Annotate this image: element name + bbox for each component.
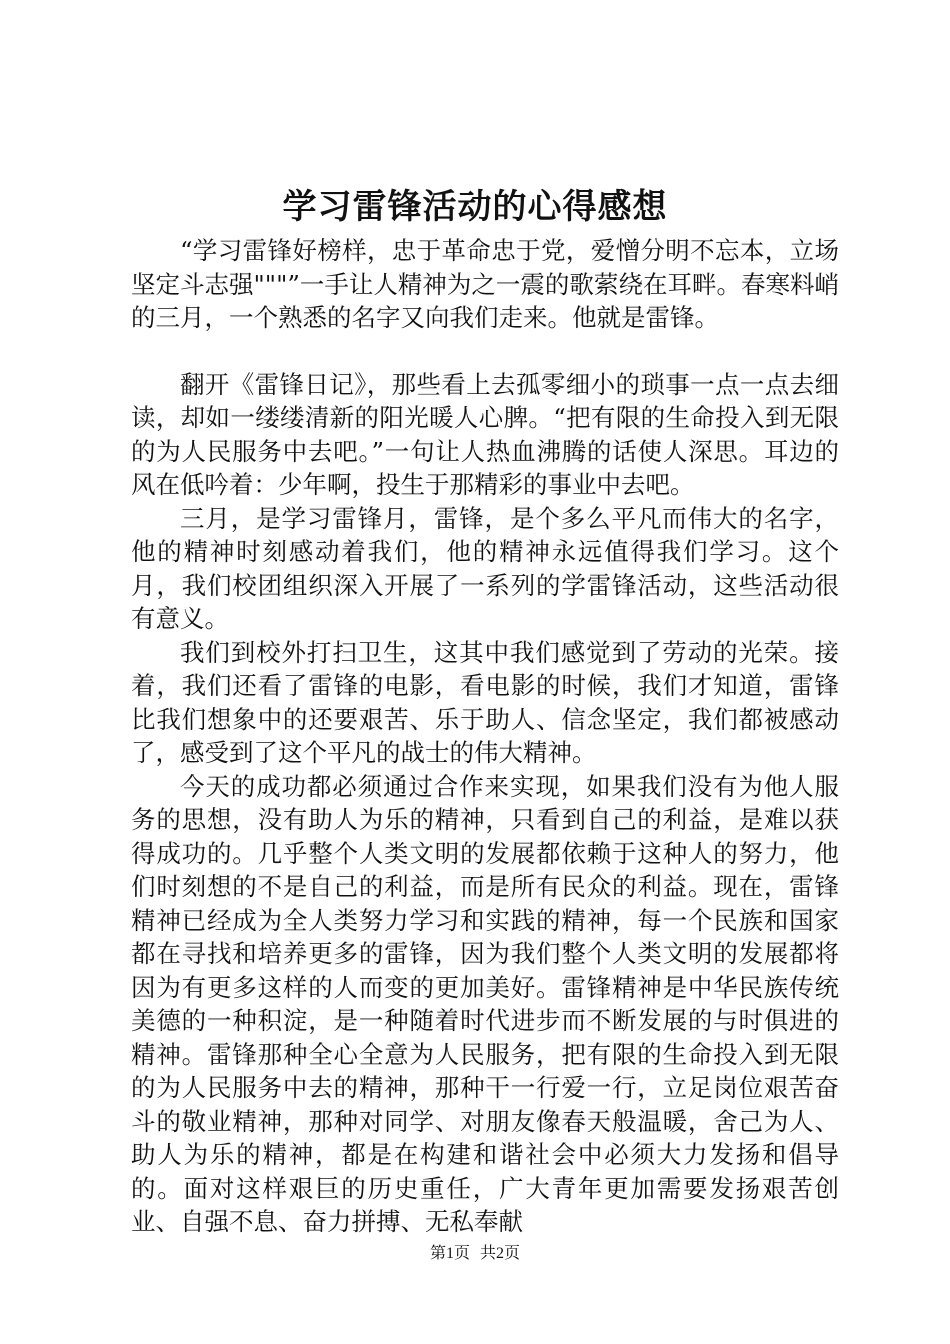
document-title: 学习雷锋活动的心得感想	[282, 187, 668, 227]
document-body	[131, 234, 839, 1239]
paragraph: 三月，是学习雷锋月，雷锋，是个多么平凡而伟大的名字，他的精神时刻感动着我们，他的精神永远值得我们学习。这个月，我们校团组织深入开展了一系列的学雷锋活动，这些活动很有意义。	[131, 503, 839, 633]
page-footer	[0, 1242, 950, 1266]
page-total: 共2页	[480, 1245, 521, 1262]
paragraph: 翻开《雷锋日记》，那些看上去孤零细小的琐事一点一点去细读，却如一缕缕清新的阳光暖人心脾。“把有限的生命投入到无限的为人民服务中去吧。”一句让人热血沸腾的话使人深思。耳边的风在低吟着：少年啊，投生于那精彩的事业中去吧。	[131, 369, 839, 499]
paragraph: “学习雷锋好榜样，忠于革命忠于党，爱憎分明不忘本，立场坚定斗志强"""”一手让人精神为之一震的歌萦绕在耳畔。春寒料峭的三月，一个熟悉的名字又向我们走来。他就是雷锋。	[131, 236, 839, 332]
paragraph: 今天的成功都必须通过合作来实现，如果我们没有为他人服务的思想，没有助人为乐的精神，只看到自己的利益，是难以获得成功的。几乎整个人类文明的发展都依赖于这种人的努力，他们时刻想的不是自己的利益，而是所有民众的利益。现在，雷锋精神已经成为全人类努力学习和实践的精神，每一个民族和国家都在寻找和培养更多的雷锋，因为我们整个人类文明的发展都将因为有更多这样的人而变的更加美好。雷锋精神是中华民族传统美德的一种积淀，是一种随着时代进步而不断发展的与时俱进的精神。雷锋那种全心全意为人民服务，把有限的生命投入到无限的为人民服务中去的精神，那种干一行爱一行，立足岗位艰苦奋斗的敬业精神，那种对同学、对朋友像春天般温暖，舍己为人、助人为乐的精神，都是在构建和谐社会中必须大力发扬和倡导的。面对这样艰巨的历史重任，广大青年更加需要发扬艰苦创业、自强不息、奋力拼搏、无私奉献	[131, 771, 839, 1236]
paragraph: 我们到校外打扫卫生，这其中我们感觉到了劳动的光荣。接着，我们还看了雷锋的电影，看电影的时候，我们才知道，雷锋比我们想象中的还要艰苦、乐于助人、信念坚定，我们都被感动了，感受到了这个平凡的战士的伟大精神。	[131, 637, 839, 767]
page-number: 第1页	[429, 1245, 470, 1262]
